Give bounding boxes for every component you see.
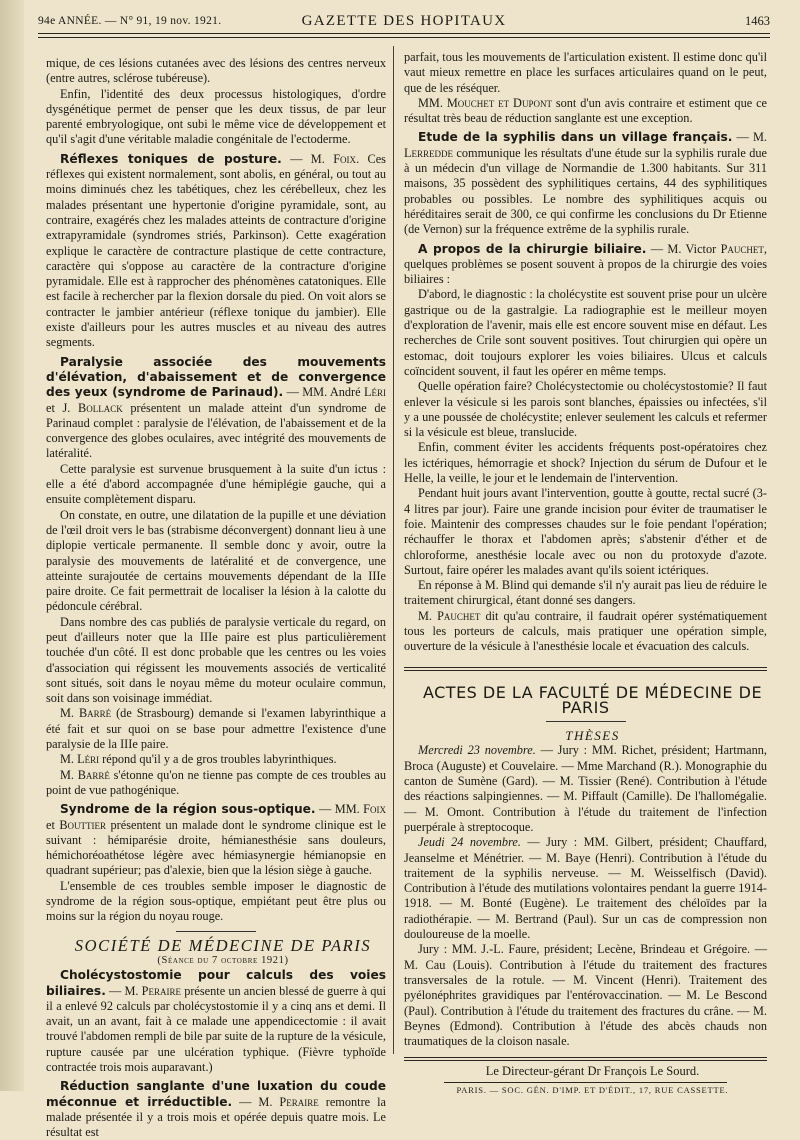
paragraph: M. Léri répond qu'il y a de gros troubles labyrinthiques.	[60, 752, 337, 767]
theses-wednesday: Mercredi 23 novembre. — Jury : MM. Richet, président; Hartmann, Broca (Auguste) et Couvelaire. — Mme Marchand (R.). Monographie du canton de Sumène (Gard). — M. Tissier (René). Contribution à l'étude des réactions salpingiennes. — M. Piffault (Camille). De l'hallomégalie. — M. Omont. Contribution à l'étude du traitement de l'infection puerpérale à streptocoque.	[404, 743, 768, 834]
section-rule	[404, 667, 767, 668]
author-name: Bollack	[78, 400, 123, 415]
author-name: Foix	[333, 151, 357, 166]
acts-heading: ACTES DE LA FACULTÉ DE MÉDECINE DE PARIS	[422, 682, 763, 717]
author-name: Lerredde	[404, 145, 454, 160]
article-title: Paralysie associée des mouvements d'élévation, d'abaissement et de convergence des yeux (syndrome de Parinaud).	[46, 354, 386, 400]
header-rule	[38, 33, 770, 34]
section-rule-thin	[404, 670, 767, 671]
paragraph: En réponse à M. Blind qui demande s'il n'y aurait pas lieu de réduire le traitement chirurgical, étant donné ses dangers.	[404, 578, 767, 608]
paragraph: MM. Mouchet et Dupont sont d'un avis contraire et estiment que ce résultat très beau de réduction sanglante est une exception.	[404, 95, 767, 126]
article-title: Etude de la syphilis dans un village français.	[418, 130, 733, 145]
article-title: Syndrome de la région sous-optique.	[60, 802, 316, 817]
article-chirurgie-biliaire: A propos de la chirurgie biliaire. — M. Victor Pauchet, quelques problèmes se posent souvent à propos de la chirurgie des voies biliaires :	[404, 241, 767, 287]
footer-rule	[404, 1057, 767, 1058]
article-syphilis: Etude de la syphilis dans un village français. — M. Lerredde communique les résultats d'une étude sur la syphilis rurale due à un médecin d'un village de Normandie de 1.300 habitants. Sur 311 maisons, 35 possèdent des syphilitiques certains, 44 des syphilitiques probables ou possibles. Le nombre des syphilitiques acquis ou héréditaires serait de 300, ce qui confirme les conclusions du Dr Etienne (de Vernon) sur la fréquence extrême de la syphilis rurale.	[404, 130, 767, 237]
paragraph: M. Barré (de Strasbourg) demande si l'examen labyrinthique a été fait et sur quoi on se base pour admettre l'existence d'une paralysie de la IIIe paire.	[46, 706, 386, 752]
left-column	[46, 56, 386, 1140]
author-name: Barré	[77, 767, 110, 782]
paragraph: D'abord, le diagnostic : la cholécystite est souvent prise pour un ulcère gastrique ou de la gastralgie. La radiographie est le meilleur moyen d'exploration de l'avenir, mais elle est encore souvent mise en défaut. Les recherches de Crile sont souvent positives. Tout chirurgien qui opère un estomac, doit toujours explorer les voies biliaires. Ulcus et calculs coïncident souvent, il faut les opérer en même temps.	[404, 287, 767, 378]
article-title: Réflexes toniques de posture.	[60, 151, 282, 166]
paragraph: Jury : MM. J.-L. Faure, président; Lecène, Brindeau et Grégoire. — M. Cau (Louis). Contribution à l'étude du traitement des fractures transversales de la rotule. — M. Vincent (Henri). Traitement des pyélonéphrites gravidiques par l'entérovaccination. — M. Le Bescond (Paul). Contribution à l'étude du traitement des fractures du crâne. — M. Beynes (Edmond). Contribution à l'étude des abcès chauds non traumatiques de la cloison nasale.	[404, 942, 767, 1049]
column-divider	[393, 46, 394, 1054]
paragraph: L'ensemble de ces troubles semble imposer le diagnostic de syndrome de la région sous-optique, empiétant peut être plus ou moins sur la région du noyau rouge.	[46, 878, 386, 924]
author-name: Peraire	[279, 1094, 319, 1109]
article-title: Cholécystostomie pour calculs des voies biliaires.	[46, 968, 386, 998]
paragraph: Enfin, comment éviter les accidents fréquents post-opératoires chez les ictériques, hémorragie et shock? Injection du sérum de Dufour et le Helle, la veille, le jour et le lendemain de l'intervention.	[404, 440, 767, 486]
society-heading: SOCIÉTÉ DE MÉDECINE DE PARIS	[74, 935, 372, 955]
paragraph: Pendant huit jours avant l'intervention, goutte à goutte, rectal sucré (3-4 litres par jour). Faire une grande incision pour éviter de traumatiser le foie. Maintenir des compresses chaudes sur le foie pendant l'opération; réchauffer le thorax et l'abdomen après; s'abstenir d'éther et de chloroforme, anesthésie locale avec ou non du protoxyde d'azote. Surtout, faire opérer les malades avant qu'ils soient ictériques.	[404, 486, 767, 577]
paragraph: Quelle opération faire? Cholécystectomie ou cholécystostomie? Il faut enlever la vésicule si les parois sont blanches, épaissies ou infectées, s'il y a une poussée de cholécystite; enlever seulement les calculs et refermer si la vésicule est bleue, translucide.	[404, 379, 767, 440]
running-header	[38, 11, 770, 33]
author-name: Léri	[77, 752, 100, 767]
author-name: Foix	[363, 802, 387, 817]
section-rule	[546, 721, 626, 722]
paragraph: Cette paralysie est survenue brusquement à la suite d'un ictus : elle a été d'abord accompagnée d'une hémiplégie gauche, qui a ensuite complètement disparu.	[46, 461, 386, 507]
theses-heading: THÈSES	[565, 728, 620, 744]
footer-printer: PARIS. — SOC. GÉN. D'IMP. ET D'ÉDIT., 17, RUE CASSETTE.	[456, 1084, 729, 1095]
paragraph: M. Pauchet dit qu'au contraire, il faudrait opérer systématiquement tous les porteurs de calculs, mais pratiquer une opération simple, ouverture de la vésicule à l'anesthésie locale et évacuation des calculs.	[404, 608, 767, 654]
theses-thursday: Jeudi 24 novembre. — Jury : MM. Gilbert, président; Chauffard, Jeanselme et Ménétrier. — M. Baye (Henri). Contribution à l'étude du traitement de la syphilis nerveuse. — M. Weisselfisch (David). Contribution à l'étude des mutilations volontaires pendant la guerre 1914-1918. — M. Bonté (Eugène). Le traitement des chéloïdes par la radiothérapie. — M. Bertrand (Paul). Sur un cas de compression non douloureuse de la moelle.	[404, 835, 767, 942]
author-name: Bouttier	[59, 817, 107, 832]
header-title: GAZETTE DES HOPITAUX	[301, 13, 507, 29]
paragraph: Enfin, l'identité des deux processus histologiques, d'ordre dysgénétique permet de penser que les deux tissus, de par leur parenté embryologique, ont subi le même vice de développement et qu'il s'agit d'une véritable maladie congénitale de l'ectoderme.	[46, 86, 386, 147]
author-name: Mouchet et Dupont	[446, 95, 552, 110]
footer-rule-thick	[404, 1060, 767, 1061]
article-reflexes: Réflexes toniques de posture. — M. Foix. Ces réflexes qui existent normalement, sont abolis, en général, ou tout au moins diminués chez les tabétiques, chez les cérébelleux, chez les malades présentant une hypertonie d'origine pyramidale, sont, au contraire, exagérés chez les malades atteints de contracture d'origine extrapyramidale (syndromes striés, Parkinson). Cette exagération explique le caractère de contracture plastique de cette contracture, caractère qui s'oppose au caractère de la contracture d'origine pyramidale. Elle est à rapprocher des phénomènes catatoniques. Elle est facile à rechercher par la flexion dorsale du pied. On voit alors se contracter le jambier antérieur (réflexe tonique du jambier). Elle existe d'ailleurs pour les autres muscles et au niveau des autres segments.	[46, 151, 386, 350]
article-sous-optique: Syndrome de la région sous-optique. — MM. Foix et Bouttier présentent un malade dont le syndrome clinique est le suivant : hémiparésie droite, hémianesthésie sans douleurs, hémichoréoathétose légère avec hémiasynergie hémianopsie en quadrant supérieur; pas d'alexie, bien que la lésion siège à gauche.	[46, 802, 387, 878]
paragraph: M. Barré s'étonne qu'on ne tienne pas compte de ces troubles au point de vue pathogénique.	[46, 767, 386, 797]
paragraph: On constate, en outre, une dilatation de la pupille et une déviation de l'œil droit vers le bas (strabisme déconvergent) donnant lieu à une diplopie verticale permanente. Il semble donc y avoir, outre la paralysie des mouvements de latéralité et de convergence, une atteinte surajoutée de certains mouvements dépendant de la IIIe paire droite. Ce fait permettrait de localiser la lésion à la calotte du pédoncule cérébral.	[46, 507, 386, 614]
article-reduction: Réduction sanglante d'une luxation du coude méconnue et irréductible. — M. Peraire remontre la malade présentée il y a trois mois et opérée depuis quatre mois. Le résultat est	[46, 1079, 386, 1140]
session-date: Jeudi 24 novembre.	[418, 835, 521, 850]
footer-editor: Le Directeur-gérant Dr François Le Sourd.	[485, 1064, 700, 1079]
author-name: Peraire	[141, 983, 182, 998]
article-paralysie: Paralysie associée des mouvements d'élévation, d'abaissement et de convergence des yeux (syndrome de Parinaud). — MM. André Léri et J. Bollack présentent un malade atteint d'un syndrome de Parinaud complet : paralysie de l'élévation, de l'abaissement et de la convergence des globes oculaires, avec intégrité des mouvements de latéralité.	[46, 354, 386, 461]
article-title: A propos de la chirurgie biliaire.	[418, 241, 647, 256]
paragraph: Dans nombre des cas publiés de paralysie verticale du regard, on peut d'ailleurs noter que la IIIe paire est plus particulièrement touchée d'un côté. Il est donc probable que les centres ou les voies d'association qui régissent les mouvements associés de verticalité sont situés, soit dans le noyau même du moteur oculaire commun, soit dans son voisinage immédiat.	[46, 614, 386, 706]
paragraph: parfait, tous les mouvements de l'articulation existent. Il estime donc qu'il vaut mieux remettre en place les surfaces articulaires quand on le peut, que de les réséquer.	[404, 50, 767, 95]
binding-gutter	[0, 0, 24, 1091]
header-page-number: 1463	[745, 14, 770, 28]
author-name: Pauchet	[437, 608, 481, 623]
article-title: Réduction sanglante d'une luxation du coude méconnue et irréductible.	[46, 1079, 386, 1109]
author-name: Léri	[363, 385, 386, 400]
header-rule-thin	[38, 37, 770, 38]
section-rule	[176, 931, 256, 932]
header-issue: 94e ANNÉE. — N° 91, 19 nov. 1921.	[38, 15, 222, 27]
article-cholecystostomie: Cholécystostomie pour calculs des voies biliaires. — M. Peraire présente un ancien blessé de guerre à qui il a enlevé 92 calculs par cholécystostomie il y a cinq ans et demi. Il avait, un an avant, fait à ce malade une appendicectomie : il avait trouvé l'abdomen rempli de bile par suite de la rupture de la vésicule, rupture causée par une ulcération typhique. (Fièvre typhoïde contractée trois mois auparavant.)	[46, 968, 386, 1074]
session-date: Mercredi 23 novembre.	[418, 743, 536, 758]
society-session: (Séance du 7 octobre 1921)	[157, 954, 289, 966]
author-name: Pauchet	[720, 241, 764, 256]
right-column	[404, 50, 767, 1098]
paragraph: mique, de ces lésions cutanées avec des lésions des centres nerveux (entre autres, sclérose tubéreuse).	[46, 56, 386, 86]
author-name: Barré	[78, 706, 112, 721]
